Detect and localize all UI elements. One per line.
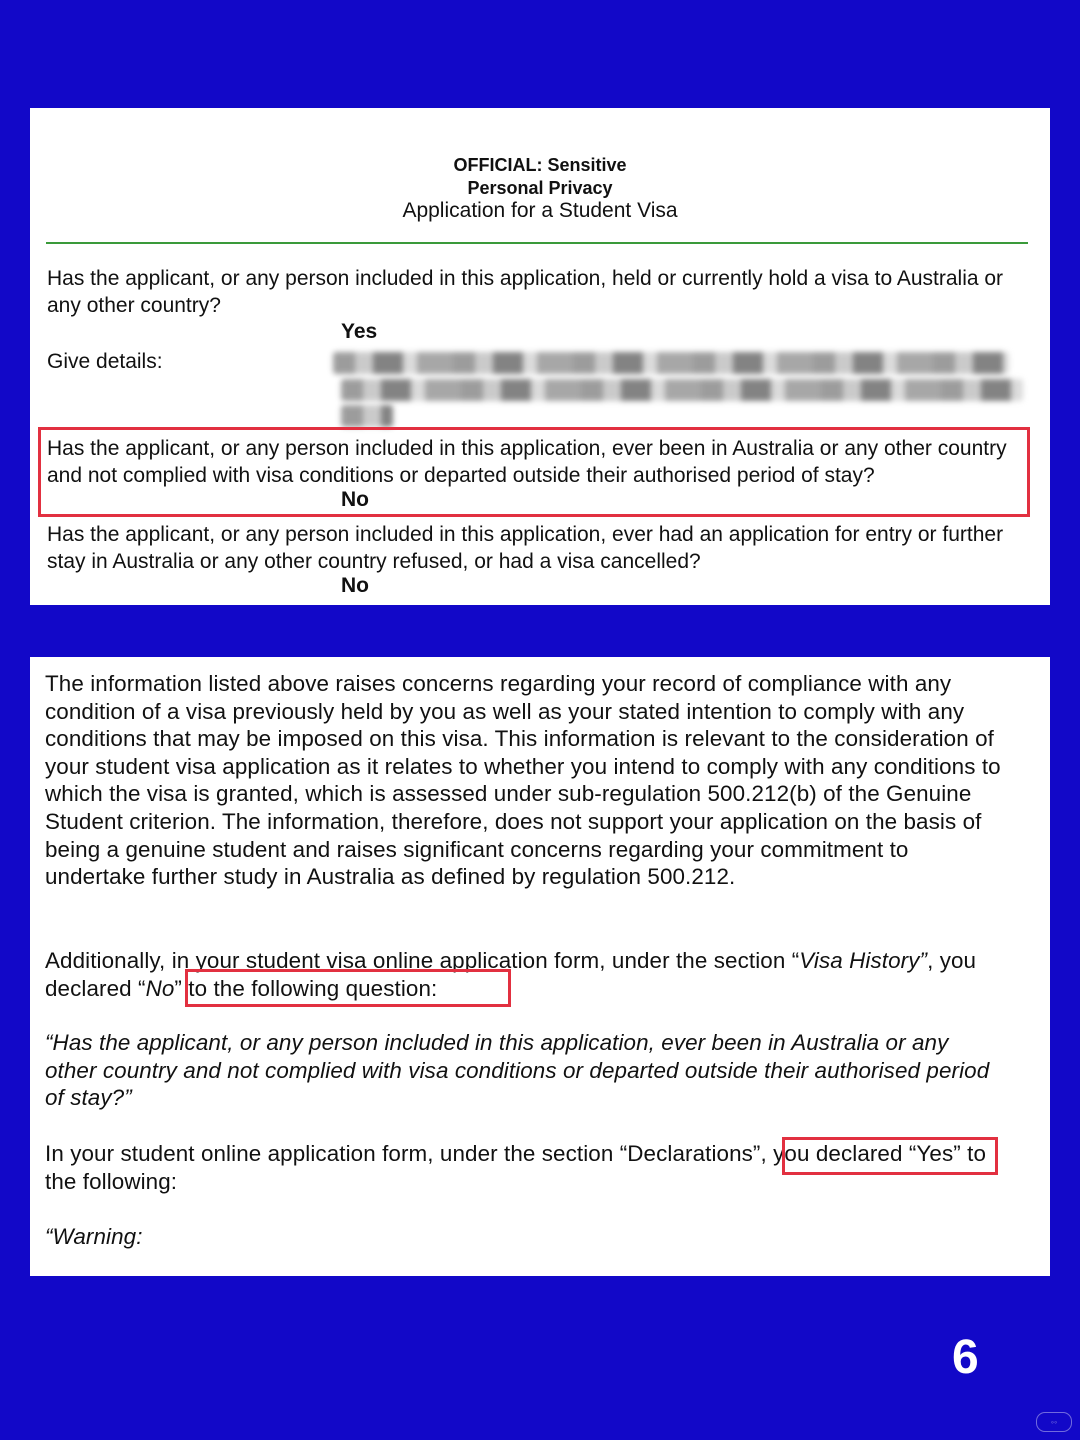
classification-label: OFFICIAL: Sensitive [453,155,627,175]
form-title: Application for a Student Visa [402,199,678,222]
letter-excerpt-card [30,657,1050,1276]
question-refusal: Has the applicant, or any person included in this application, ever had an application for entry or further stay in Australia or any other country refused, or had a visa cancelled? [47,523,1004,573]
watermark-logo: ◦◦ [1036,1412,1072,1432]
give-details-label: Give details: [47,350,163,373]
visa-history-text-a: Additionally, in your student visa online application form, under the section “ [45,948,800,973]
question-visa-held: Has the applicant, or any person included in this application, held or currently hold a visa to Australia or any other country? [47,267,1004,317]
answer-refusal: No [341,574,369,597]
concern-paragraph [45,670,1005,891]
concern-text: The information listed above raises concerns regarding your record of compliance with any condition of a visa previously held by you as well as your stated intention to comply with any conditions that may be imposed on this visa. This information is relevant to the consideration of your student visa application as it relates to whether you intend to comply with any conditions to which the visa is granted, which is assessed under sub-regulation 500.212(b) of the Genuine Student criterion. The information, therefore, does not support your application on the basis of being a genuine student and raises significant concerns regarding your commitment to undertake further study in Australia as defined by regulation 500.212. [45,671,1001,890]
visa-history-section-name: Visa History” [799,948,928,973]
highlight-box-declared-no [185,969,511,1007]
form-excerpt-card [30,108,1050,605]
answer-compliance: No [341,488,369,511]
answer-visa-held: Yes [341,320,378,343]
page-number: 6 [952,1331,979,1384]
warning-label: “Warning: [45,1224,143,1249]
visa-history-text-c: ” to the following question: [174,975,438,1001]
declared-no-value: No [145,975,175,1001]
visa-history-text-b: , you declared “ [45,948,977,1001]
declared-yes-value: you declared “Yes” [773,1141,961,1166]
highlight-box-declared-yes [782,1137,998,1175]
declarations-text-b: to the following: [45,1141,986,1194]
question-compliance: Has the applicant, or any person included in this application, ever been in Australia or any other country and not complied with visa conditions or departed outside their authorised period of stay? [47,437,1007,487]
declarations-text-a: In your student online application form, under the section “Declarations”, [45,1141,774,1166]
quoted-question: “Has the applicant, or any person included in this application, ever been in Australia or any other country and not complied with visa conditions or departed outside their authorised period of stay?” [45,1030,990,1111]
header-divider [46,242,1028,244]
privacy-label: Personal Privacy [467,178,613,198]
